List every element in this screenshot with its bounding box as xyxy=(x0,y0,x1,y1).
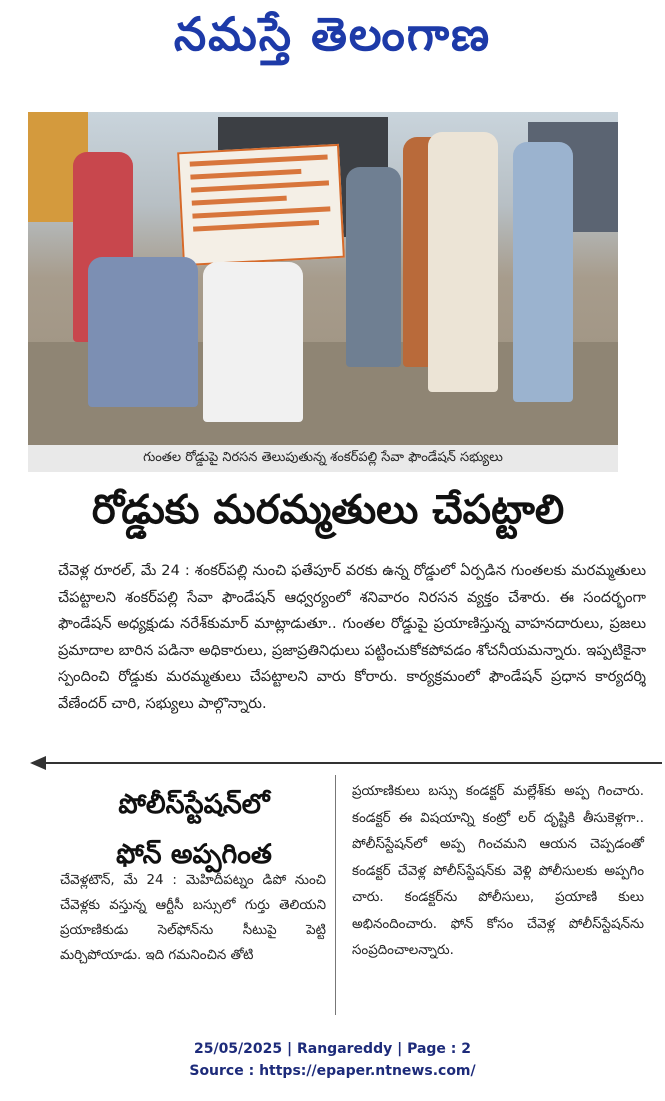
masthead-title: నమస్తే తెలంగాణ xyxy=(173,7,492,61)
person-sitting xyxy=(203,262,303,422)
person-standing xyxy=(346,167,401,367)
person-sitting xyxy=(88,257,198,407)
second-headline-line2: ఫోన్ అప్పగింత xyxy=(116,839,272,870)
protest-banner xyxy=(177,144,345,266)
person-standing xyxy=(513,142,573,402)
main-headline: రోడ్డుకు మరమ్మతులు చేపట్టాలి xyxy=(91,487,565,533)
page-footer xyxy=(0,1038,665,1082)
footer-source[interactable]: Source : https://epaper.ntnews.com/ xyxy=(189,1063,476,1079)
masthead xyxy=(0,0,665,80)
second-headline xyxy=(64,780,324,880)
section-divider xyxy=(32,762,662,764)
main-article-body xyxy=(58,558,646,717)
person-standing xyxy=(428,132,498,392)
main-article-paragraph: చేవెళ్ల రూరల్, మే 24 : శంకర్‌పల్లి నుంచి ఫతేపూర్ వరకు ఉన్న రోడ్డులో ఏర్పడిన గుంతలకు మరమ్మతులు చేపట్టాలని శంకర్‌పల్లి సేవా ఫౌండేషన్ ఆధ్వర్యంలో శనివారం నిరసన వ్యక్తం చేశారు. ఈ సందర్భంగా ఫౌండేషన్ అధ్యక్షుడు నరేశ్‌కుమార్ మాట్లాడుతూ.. గుంతల రోడ్డుపై ప్రయాణిస్తున్న వాహనదారులు, ప్రజలు ప్రమాదాల బారిన పడినా అధికారులు, ప్రజాప్రతినిధులు పట్టించుకోకపోవడం శోచనీయమన్నారు. ఇప్పటికైనా స్పందించి రోడ్డుకు మరమ్మతులు చేపట్టాలని వారు కోరారు. కార్యక్రమంలో ఫౌండేషన్ ప్రధాన కార్యదర్శి వేణేందర్ చారి, సభ్యులు పాల్గొన్నారు. xyxy=(58,562,646,712)
second-article-left-column: చేవెళ్లటౌన్, మే 24 : మెహిదీపట్నం డిపో నుంచి చేవెళ్లకు వస్తున్న ఆర్టీసీ బస్సులో గుర్తు తెలియని ప్రయాణికుడు సెల్‌ఫోన్‌ను సీటుపై పెట్టి మర్చిపోయాడు. ఇది గమనించిన తోటి xyxy=(60,873,326,963)
news-photo xyxy=(28,112,618,445)
column-divider xyxy=(335,775,336,1015)
footer-date-edition: 25/05/2025 | Rangareddy | Page : 2 xyxy=(193,1041,472,1057)
photo-caption: గుంతల రోడ్డుపై నిరసన తెలుపుతున్న శంకర్‌పల్లి సేవా ఫౌండేషన్ సభ్యులు xyxy=(28,445,618,472)
second-headline-line1: పోలీస్‌స్టేషన్‌లో xyxy=(118,789,270,820)
second-article-right-column: ప్రయాణికులు బస్సు కండక్టర్ మల్లేశ్‌కు అప్ప గించారు. కండక్టర్ ఈ విషయాన్ని కంట్రో లర్ దృష్టికి తీసుకెళ్లగా.. పోలీస్‌స్టేషన్‌లో అప్ప గించమని ఆయన చెప్పడంతో కండక్టర్ చేవెళ్ల పోలీస్‌స్టేషన్‌కు వెళ్లి పోలీసులకు అప్పగిం చారు. కండక్టర్‌ను పోలీసులు, ప్రయాణి కులు అభినందించారు. ఫోన్ కోసం చేవెళ్ల పోలీస్‌స్టేషన్‌ను సంప్రదించాలన్నారు. xyxy=(352,784,644,958)
